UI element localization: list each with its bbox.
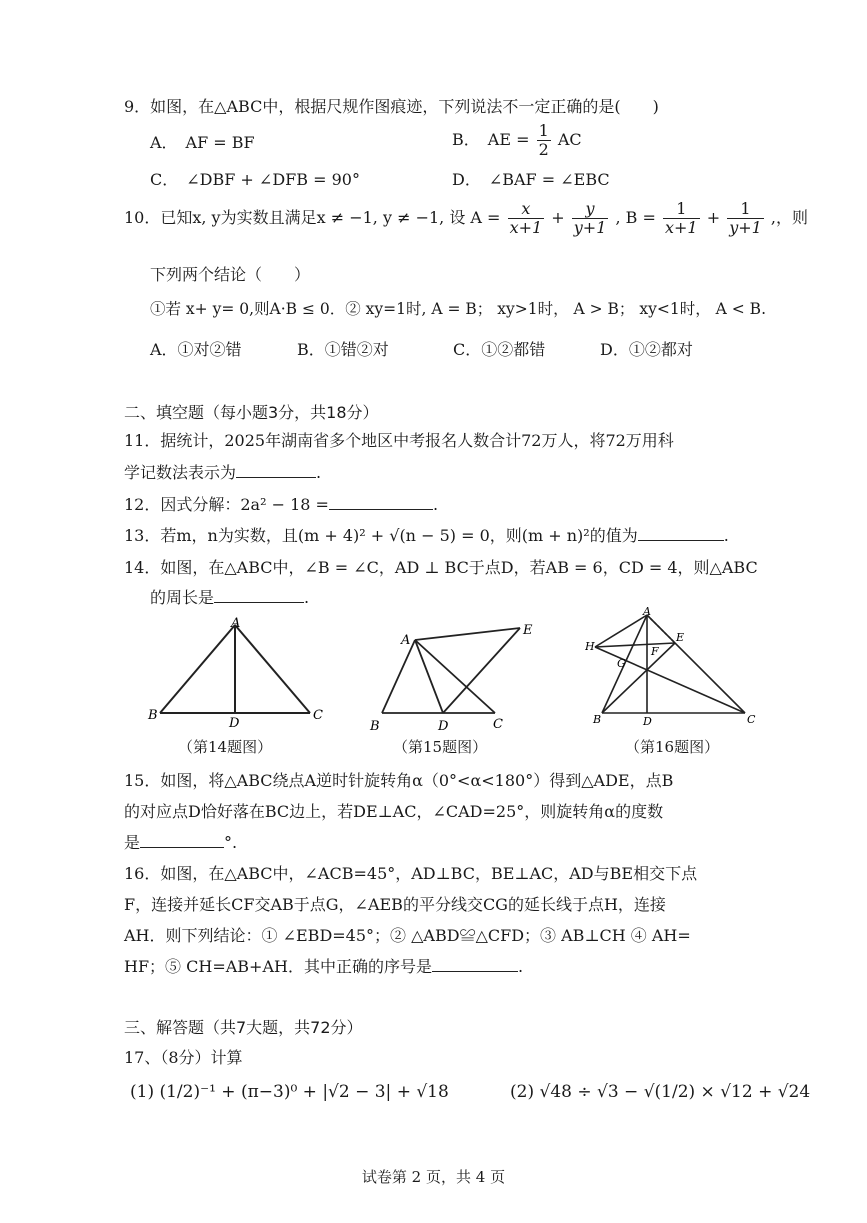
fig16-label-a: A [643,605,651,618]
q12-post: . [432,495,439,514]
q10-plus-2: + [706,208,721,227]
fig14-label-b: B [148,708,158,723]
fig15-label-d: D [438,719,449,733]
q13 [124,523,729,546]
fig16-label-c: C [747,713,756,726]
q9-option-b-pre: B． AE = [452,130,530,149]
q11-line2-post: . [316,463,322,482]
q10-frac-4-den: y+1 [729,218,762,237]
q10-stem [124,200,808,237]
q16-answer-blank[interactable] [432,957,518,972]
q10-frac-2-den: y+1 [573,218,607,237]
q13-answer-blank[interactable] [638,526,724,541]
q10-line3: ①若 x+ y= 0,则A·B ≤ 0．② xy=1时, A = B； xy>1时， A > B； xy<1时， A < B. [150,300,766,318]
q15-line2: 的对应点D恰好落在BC边上，若DE⊥AC，∠CAD=25°，则旋转角α的度数 [124,802,664,821]
q10-frac-3 [663,200,700,237]
figure-15 [365,618,550,733]
fig16-bisector-eh [595,643,675,647]
q10-option-b: B．①错②对 [297,340,389,359]
q10-mid: , B = [615,208,656,227]
section-2-heading: 二、填空题（每小题3分，共18分） [124,403,379,422]
fig15-side-ac [415,640,495,713]
q12 [124,492,438,515]
q14-line2-post: . [304,588,310,607]
fig16-label-f: F [651,645,659,658]
q10-frac-3-den: x+1 [665,218,698,237]
q10-frac-1-num: x [508,200,545,219]
q10-frac-2-num: y [572,200,609,219]
q9-option-d: D． ∠BAF = ∠EBC [452,170,610,189]
q16-line4 [124,954,523,977]
q15-answer-blank[interactable] [140,833,224,848]
q10-option-a: A．①对②错 [150,340,242,359]
fig16-label-e: E [676,631,685,644]
fig16-label-g: G [617,657,626,670]
q13-pre: 13．若m，n为实数，且(m + 4)² + √(n − 5) = 0，则(m + n)²的值为 [124,526,638,545]
q16-line1: 16．如图，在△ABC中，∠ACB=45°，AD⊥BC，BE⊥AC，AD与BE相交下点 [124,864,698,883]
q17-part-1: (1) (1/2)⁻¹ + (π−3)⁰ + |√2 − 3| + √18 [130,1082,449,1102]
q16-line3: AH．则下列结论：① ∠EBD=45°；② △ABD≌△CFD；③ AB⊥CH ④ AH= [124,926,691,945]
q12-pre: 12．因式分解：2a² − 18 = [124,495,329,514]
fig16-label-b: B [593,713,602,726]
q10-frac-3-num: 1 [663,200,700,219]
q10-line2: 下列两个结论（ ） [150,265,311,284]
fig14-side-ab [160,625,235,713]
q9-option-b [452,122,582,159]
fig15-label-e: E [523,623,533,638]
q15-line3 [124,830,237,853]
q16-line4-post: . [517,957,524,976]
q10-frac-1-den: x+1 [509,218,543,237]
q9-option-b-fraction [537,122,551,159]
q14-line2-pre: 的周长是 [150,588,215,607]
q15-line1: 15．如图，将△ABC绕点A逆时针旋转角α（0°<α<180°）得到△ADE，点B [124,771,674,790]
fig16-caption: （第16题图） [625,738,720,756]
q10-option-c: C．①②都错 [453,340,546,359]
q10-frac-1 [508,200,545,237]
q10-option-d: D．①②都对 [600,340,693,359]
q10-stem-pre: 10．已知x, y为实数且满足x ≠ −1, y ≠ −1, 设 A = [124,208,501,227]
q9-option-b-post: AC [557,130,582,149]
q16-line4-pre: HF；⑤ CH=AB+AH．其中正确的序号是 [124,957,432,976]
q14-answer-blank[interactable] [214,588,304,603]
fig14-label-a: A [231,616,241,631]
fig15-caption: （第15题图） [393,738,488,756]
page-footer: 试卷第 2 页，共 4 页 [361,1168,506,1186]
q13-post: . [723,526,729,545]
q10-frac-4 [727,200,764,237]
fig14-side-ac [235,625,310,713]
fig14-label-d: D [229,716,240,730]
fig16-label-d: D [643,715,652,728]
fig15-label-c: C [493,717,503,732]
fig16-label-h: H [585,640,595,653]
q9-option-a: A． AF = BF [150,133,255,152]
fig14-label-c: C [313,708,323,723]
q9-option-b-denominator: 2 [538,140,549,159]
figure-16 [585,605,760,730]
q9-option-b-numerator: 1 [538,121,549,140]
q11-line2-pre: 学记数法表示为 [124,463,237,482]
q10-frac-4-num: 1 [727,200,764,219]
q17-part-2: (2) √48 ÷ √3 − √(1/2) × √12 + √24 [510,1082,811,1102]
q10-stem-post: ,，则 [770,208,809,227]
q9-option-c: C． ∠DBF + ∠DFB = 90° [150,170,360,189]
q15-line3-pre: 是 [124,833,141,852]
figure-14 [145,615,335,730]
q15-line3-post: °. [224,833,238,852]
q12-answer-blank[interactable] [329,495,433,510]
q17-title: 17、（8分）计算 [124,1048,243,1067]
q10-frac-2 [572,200,609,237]
q9-stem: 9．如图，在△ABC中，根据尺规作图痕迹，下列说法不一定正确的是( ) [124,97,659,116]
q14-line1: 14．如图，在△ABC中，∠B = ∠C，AD ⊥ BC于点D，若AB = 6，CD = 4，则△ABC [124,558,758,577]
q11-line1: 11．据统计，2025年湖南省多个地区中考报名人数合计72万人，将72万用科 [124,431,674,450]
q11-answer-blank[interactable] [236,463,316,478]
section-3-heading: 三、解答题（共7大题，共72分） [124,1018,363,1037]
q16-line2: F，连接并延长CF交AB于点G，∠AEB的平分线交CG的延长线于点H，连接 [124,895,666,914]
fig15-label-b: B [370,719,380,733]
fig15-label-a: A [401,633,411,648]
q10-plus-1: + [551,208,565,227]
q14-line2 [150,585,309,608]
q11-line2 [124,460,321,483]
fig15-side-ab [382,640,415,713]
fig15-segment-ae [415,628,520,640]
fig15-segment-ad [415,640,443,713]
fig14-caption: （第14题图） [178,738,273,756]
